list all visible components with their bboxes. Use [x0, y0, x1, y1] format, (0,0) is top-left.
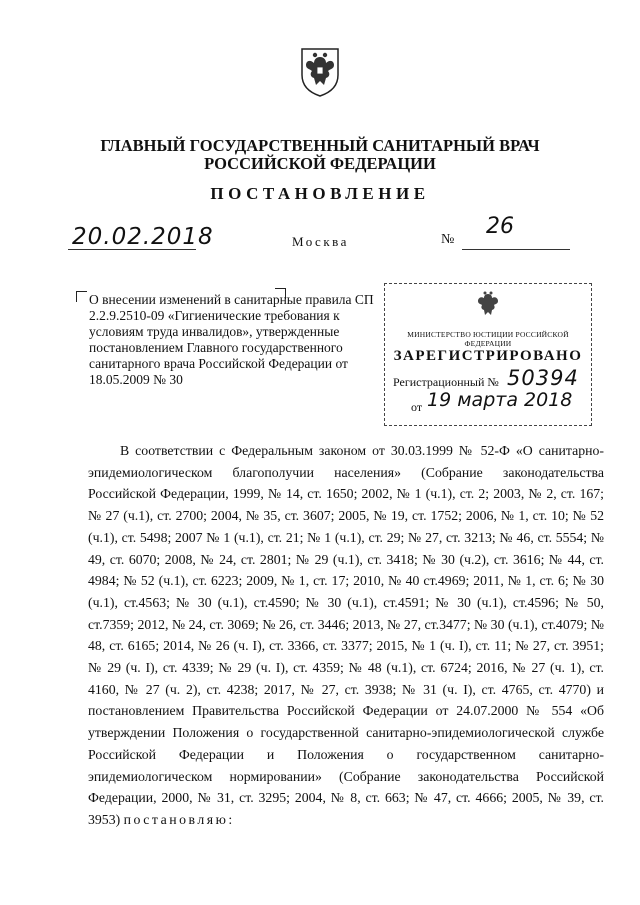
stamp-ministry: МИНИСТЕРСТВО ЮСТИЦИИ РОССИЙСКОЙ ФЕДЕРАЦИИ [407, 330, 569, 348]
stamp-reg-number: 50394 [507, 366, 579, 390]
document-city: Москва [292, 234, 349, 249]
stamp-status: ЗАРЕГИСТРИРОВАНО [393, 348, 583, 364]
issuer-title: ГЛАВНЫЙ ГОСУДАРСТВЕННЫЙ САНИТАРНЫЙ ВРАЧ [100, 136, 540, 155]
stamp-emblem-icon [473, 290, 503, 320]
document-body [88, 440, 604, 831]
document-number: 26 [486, 214, 514, 239]
stamp-reg-label: Регистрационный № [393, 375, 499, 389]
document-subject: О внесении изменений в санитарные правила СП 2.2.9.2510-09 «Гигиенические требования к условиям труда инвалидов», утвержденные постановлением Главного государственного санитарного врача Российской Федерации от 18.05.2009 № 30 [89, 292, 374, 387]
body-paragraph [88, 440, 604, 831]
state-emblem-icon [296, 45, 344, 97]
stamp-date-prefix: от [411, 400, 423, 414]
number-underline [462, 249, 570, 250]
subject-bracket-left [76, 291, 87, 302]
body-paragraph-text: В соответствии с Федеральным законом от 30.03.1999 № 52-Ф «О санитарно-эпидемиологическом благополучии населения» (Собрание законодательства Российской Федерации, 1999, № 14, ст. 1650; 2002, № 1 (ч.1), ст. 2; 2003, № 2, ст. 167; № 27 (ч.1), ст. 2700; 2004, № 35, ст. 3607; 2005, № 19, ст. 1752; 2006, № 1, ст. 10; № 52 (ч.1), ст. 5498; 2007 № 1 (ч.1), ст. 21; № 1 (ч.1), ст. 29; № 27, ст. 3213; № 46, ст. 5554; № 49, ст. 6070; 2008, № 24, ст. 2801; № 29 (ч.1), ст. 3418; № 30 (ч.2), ст. 3616; № 44, ст. 4984; № 52 (ч.1), ст. 6223; 2009, № 1, ст. 17; 2010, № 40 ст.4969; 2011, № 1, ст. 6; № 30 (ч.1), ст.4563; № 30 (ч.1), ст.4590; № 30 (ч.1), ст.4591; № 30 (ч.1), ст.4596; № 50, ст.7359; 2012, № 24, ст. 3069; № 26, ст. 3446; 2013, № 27, ст.3477; № 30 (ч.1), ст.4079; № 48, ст. 6165; 2014, № 26 (ч. I), ст. 3366, ст. 3377; 2015, № 1 (ч. I), ст. 11; № 27, ст. 3951; № 29 (ч. I), ст. 4339; № 29 (ч. I), ст. 4359; № 48 (ч.1), ст. 6724; 2016, № 27 (ч. 1), ст. 4160, № 27 (ч. 2), ст. 4238; 2017, № 27, ст. 3938; № 31 (ч. I), ст. 4765, ст. 4770) и постановлением Правительства Российской Федерации от 24.07.2000 № 554 «Об утверждении Положения о государственной санитарно-эпидемиологической службе Российской Федерации и Положения о государственном санитарно-эпидемиологическом нормировании» (Собрание законодательства Российской Федерации, 2000, № 31, ст. 3295; 2004, № 8, ст. 663; № 47, ст. 4666; 2005, № 39, ст. 3953) [88, 443, 604, 827]
registration-stamp [384, 283, 592, 426]
document-date: 20.02.2018 [72, 224, 214, 250]
stamp-reg-date: 19 марта 2018 [427, 389, 573, 411]
body-closing: постановляю: [123, 811, 235, 827]
issuer-country: РОССИЙСКОЙ ФЕДЕРАЦИИ [204, 154, 436, 173]
number-label: № [441, 232, 455, 247]
date-underline [68, 249, 196, 250]
document-type: ПОСТАНОВЛЕНИЕ [210, 184, 430, 203]
